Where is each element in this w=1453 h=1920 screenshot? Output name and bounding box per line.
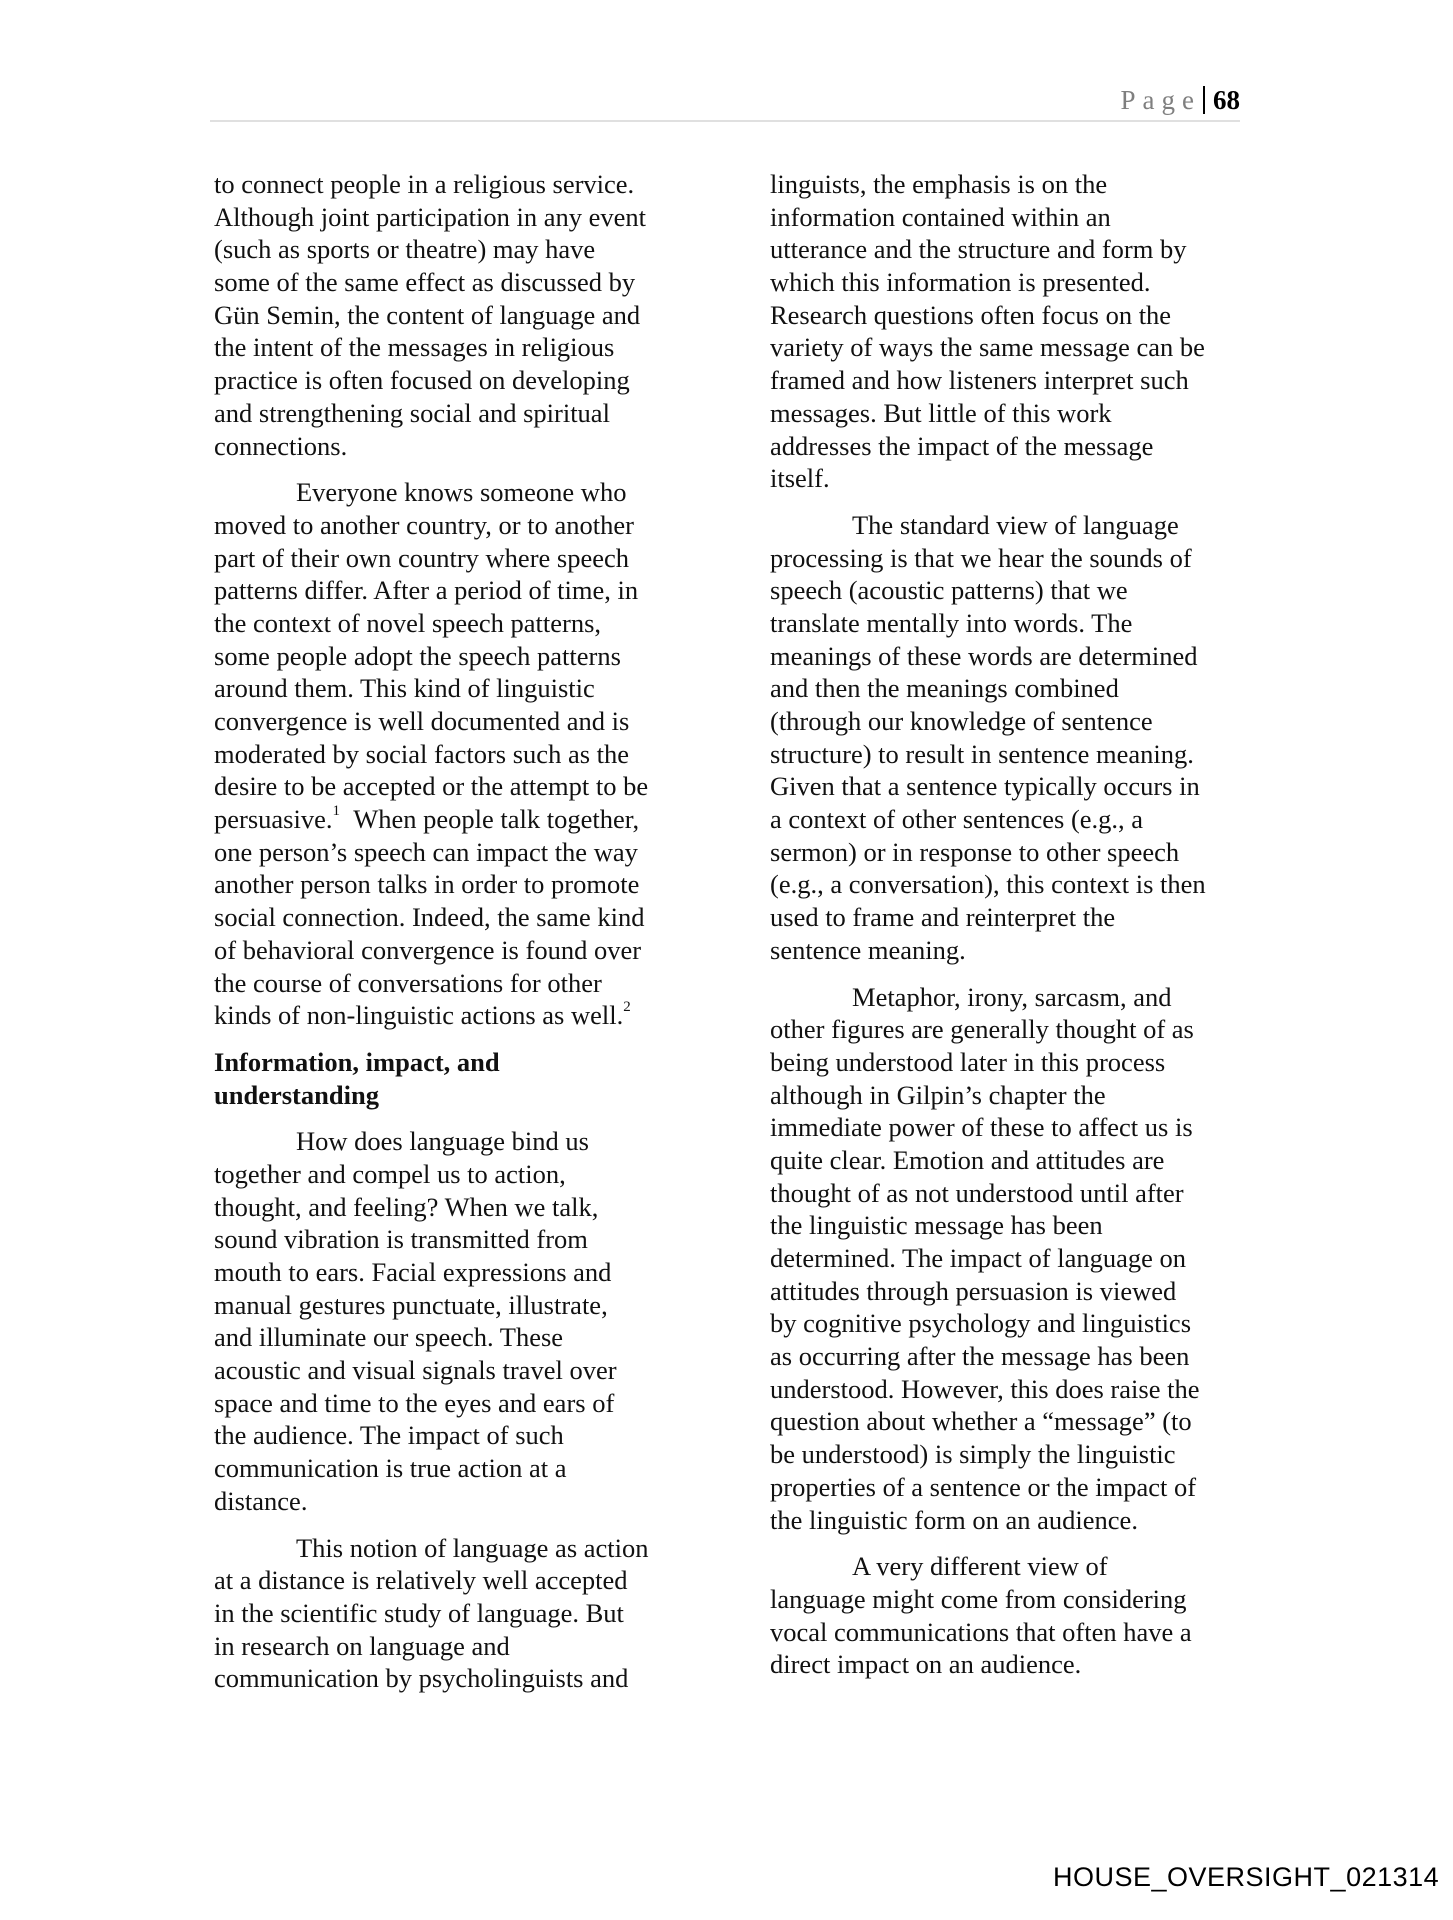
page-number: 68 <box>1213 85 1240 115</box>
text-line: variety of ways the same message can be <box>770 332 1205 363</box>
text-line: one person’s speech can impact the way <box>214 836 638 867</box>
paragraph-action-at-distance <box>214 1532 704 1695</box>
text-line: speech (acoustic patterns) that we <box>770 575 1128 606</box>
paragraph-standard-view <box>770 509 1260 967</box>
text-line: patterns differ. After a period of time, in <box>214 575 639 606</box>
section-heading <box>214 1046 704 1111</box>
text-fragment: kinds of non-linguistic actions as well. <box>214 1000 624 1031</box>
text-line: Given that a sentence typically occurs in <box>770 771 1200 802</box>
text-line: the linguistic form on an audience. <box>770 1504 1138 1535</box>
text-line-with-footnote <box>214 999 704 1032</box>
right-column <box>770 168 1260 1695</box>
footnote-ref-1[interactable]: 1 <box>332 803 340 820</box>
text-line: at a distance is relatively well accepted <box>214 1565 628 1596</box>
text-line: some of the same effect as discussed by <box>214 267 636 298</box>
text-line: addresses the impact of the message <box>770 430 1154 461</box>
paragraph-religious-service <box>214 168 704 462</box>
paragraph-linguists-emphasis <box>770 168 1260 495</box>
text-line: structure) to result in sentence meaning. <box>770 738 1194 769</box>
text-line: understood. However, this does raise the <box>770 1373 1200 1404</box>
text-line: linguists, the emphasis is on the <box>770 169 1108 199</box>
text-line: meanings of these words are determined <box>770 640 1198 671</box>
text-line: the audience. The impact of such <box>214 1420 564 1451</box>
text-line: by cognitive psychology and linguistics <box>770 1308 1192 1339</box>
text-line-with-footnote <box>214 803 704 836</box>
paragraph-different-view <box>770 1550 1260 1681</box>
text-line: social connection. Indeed, the same kind <box>214 902 645 933</box>
text-line: around them. This kind of linguistic <box>214 673 595 704</box>
text-line: processing is that we hear the sounds of <box>770 542 1192 573</box>
text-line: other figures are generally thought of as <box>770 1014 1194 1045</box>
text-line: being understood later in this process <box>770 1046 1166 1077</box>
text-line: practice is often focused on developing <box>214 365 630 396</box>
text-line: distance. <box>214 1485 308 1516</box>
text-line: in the scientific study of language. But <box>214 1597 624 1628</box>
text-line: and then the meanings combined <box>770 673 1119 704</box>
text-line: the intent of the messages in religious <box>214 332 615 363</box>
text-line: itself. <box>770 463 830 494</box>
heading-line: understanding <box>214 1079 379 1110</box>
text-line: and strengthening social and spiritual <box>214 397 610 428</box>
text-fragment: persuasive. <box>214 804 333 835</box>
text-line: moderated by social factors such as the <box>214 738 630 769</box>
text-line: the context of novel speech patterns, <box>214 607 602 638</box>
header-rule <box>210 120 1240 122</box>
text-line: Research questions often focus on the <box>770 299 1172 330</box>
text-line: desire to be accepted or the attempt to be <box>214 771 649 802</box>
text-line: manual gestures punctuate, illustrate, <box>214 1289 608 1320</box>
text-line: of behavioral convergence is found over <box>214 934 642 965</box>
text-line: and illuminate our speech. These <box>214 1322 564 1353</box>
text-line: This notion of language as action <box>296 1532 649 1563</box>
text-fragment: When people talk together, <box>353 804 640 835</box>
text-line: (such as sports or theatre) may have <box>214 234 596 265</box>
text-line: together and compel us to action, <box>214 1158 566 1189</box>
text-line: the course of conversations for other <box>214 967 602 998</box>
text-line: used to frame and reinterpret the <box>770 902 1116 933</box>
text-line: the linguistic message has been <box>770 1210 1103 1241</box>
text-line: Metaphor, irony, sarcasm, and <box>852 981 1172 1012</box>
text-line: communication is true action at a <box>214 1453 567 1484</box>
text-line: communication by psycholinguists and <box>214 1663 629 1694</box>
text-line: framed and how listeners interpret such <box>770 365 1189 396</box>
text-line: A very different view of <box>852 1551 1108 1582</box>
text-line: thought of as not understood until after <box>770 1177 1184 1208</box>
text-line: to connect people in a religious service. <box>214 169 635 199</box>
paragraph-speech-convergence <box>214 476 704 1032</box>
text-line: a context of other sentences (e.g., a <box>770 804 1144 835</box>
text-line: another person talks in order to promote <box>214 869 640 900</box>
text-line: which this information is presented. <box>770 267 1151 298</box>
text-line: information contained within an <box>770 201 1111 232</box>
text-line: The standard view of language <box>852 509 1179 540</box>
text-line: mouth to ears. Facial expressions and <box>214 1257 612 1287</box>
left-column <box>214 168 704 1709</box>
heading-line: Information, impact, and <box>214 1046 500 1077</box>
text-line: as occurring after the message has been <box>770 1341 1190 1372</box>
text-line: convergence is well documented and is <box>214 706 630 736</box>
text-line: part of their own country where speech <box>214 542 630 573</box>
text-line: question about whether a “message” (to <box>770 1406 1192 1437</box>
page-label: Page <box>1120 85 1201 115</box>
text-line: be understood) is simply the linguistic <box>770 1439 1176 1470</box>
text-line: utterance and the structure and form by <box>770 234 1187 265</box>
text-line: thought, and feeling? When we talk, <box>214 1191 599 1222</box>
text-line: How does language bind us <box>296 1126 589 1157</box>
text-line: determined. The impact of language on <box>770 1243 1187 1273</box>
paragraph-language-binds <box>214 1125 704 1517</box>
footnote-ref-2[interactable]: 2 <box>623 999 631 1016</box>
text-line: moved to another country, or to another <box>214 509 634 540</box>
text-line: direct impact on an audience. <box>770 1649 1082 1680</box>
text-line: (e.g., a conversation), this context is then <box>770 869 1206 900</box>
text-line: immediate power of these to affect us is <box>770 1112 1193 1143</box>
page-header <box>1121 84 1240 116</box>
text-line: attitudes through persuasion is viewed <box>770 1275 1177 1306</box>
text-line: acoustic and visual signals travel over <box>214 1355 617 1386</box>
text-line: although in Gilpin’s chapter the <box>770 1079 1106 1110</box>
text-line: sermon) or in response to other speech <box>770 836 1180 867</box>
text-line: sentence meaning. <box>770 934 966 965</box>
bates-number: HOUSE_OVERSIGHT_021314 <box>1053 1862 1440 1892</box>
text-line: Gün Semin, the content of language and <box>214 299 641 330</box>
text-line: properties of a sentence or the impact of <box>770 1471 1197 1502</box>
text-line: (through our knowledge of sentence <box>770 706 1153 736</box>
text-line: in research on language and <box>214 1630 510 1661</box>
page-separator <box>1203 86 1205 114</box>
text-line: space and time to the eyes and ears of <box>214 1387 615 1418</box>
text-line: some people adopt the speech patterns <box>214 640 621 671</box>
text-line: Although joint participation in any event <box>214 201 647 232</box>
text-line: connections. <box>214 430 348 461</box>
text-line: sound vibration is transmitted from <box>214 1224 588 1255</box>
text-line: Everyone knows someone who <box>296 477 627 508</box>
text-line: translate mentally into words. The <box>770 607 1133 638</box>
text-line: messages. But little of this work <box>770 397 1112 428</box>
text-line: quite clear. Emotion and attitudes are <box>770 1144 1165 1175</box>
text-line: language might come from considering <box>770 1583 1187 1614</box>
paragraph-metaphor-irony <box>770 981 1260 1537</box>
text-line: vocal communications that often have a <box>770 1616 1192 1647</box>
